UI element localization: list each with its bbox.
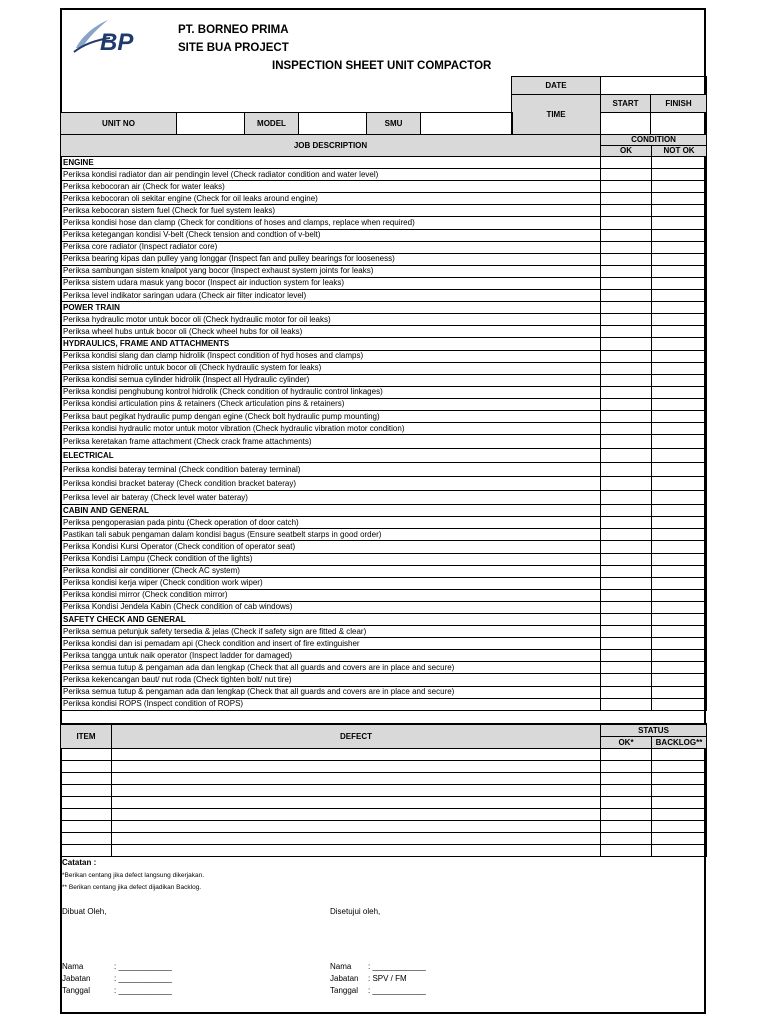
defect-row [61,845,707,857]
section-heading-row [61,338,707,350]
defect-row [61,785,707,797]
not-ok-cell[interactable] [652,529,707,541]
company-name: PT. BORNEO PRIMA [178,24,289,36]
ok-cell[interactable] [601,686,652,698]
ok-cell[interactable] [601,517,652,529]
not-ok-cell[interactable] [652,374,707,386]
checklist-row [61,491,707,505]
ok-cell[interactable] [601,638,652,650]
checklist-row [61,662,707,674]
not-ok-cell[interactable] [652,410,707,422]
job-description: Periksa sambungan sistem knalpot yang bocor (Inspect exhaust system joints for leaks) [61,265,601,277]
not-ok-cell[interactable] [652,290,707,302]
item-cell[interactable] [61,809,112,821]
ok-cell[interactable] [601,314,652,326]
status-ok-cell[interactable] [601,797,652,809]
not-ok-cell[interactable] [652,541,707,553]
status-ok-cell[interactable] [601,821,652,833]
not-ok-cell[interactable] [652,698,707,710]
smu-label: SMU [367,113,421,135]
job-description: Periksa sistem udara masuk yang bocor (Inspect air induction system for leaks) [61,277,601,289]
ok-cell[interactable] [601,674,652,686]
defect-cell[interactable] [112,773,601,785]
defect-cell[interactable] [112,797,601,809]
defect-row [61,821,707,833]
backlog-cell[interactable] [652,821,707,833]
backlog-cell[interactable] [652,773,707,785]
start-field[interactable] [601,113,651,135]
catatan-label: Catatan : [62,858,97,867]
time-label: TIME [512,95,601,135]
ok-cell[interactable] [601,277,652,289]
item-cell[interactable] [61,845,112,857]
ok-cell[interactable] [601,505,652,517]
job-description: Periksa kondisi dan isi pemadam api (Check condition and insert of fire extinguisher [61,638,601,650]
checklist-row [61,553,707,565]
not-ok-cell[interactable] [652,386,707,398]
not-ok-cell[interactable] [652,193,707,205]
job-description: Periksa semua tutup & pengaman ada dan lengkap (Check that all guards and covers are in place and secure) [61,662,601,674]
not-ok-cell[interactable] [652,686,707,698]
job-description: Periksa kondisi mirror (Check condition mirror) [61,589,601,601]
ok-cell[interactable] [601,626,652,638]
not-ok-cell[interactable] [652,205,707,217]
defect-cell[interactable] [112,761,601,773]
job-description: Periksa baut pegikat hydraulic pump dengan egine (Check bolt hydraulic pump mounting) [61,410,601,422]
job-description: Periksa Kondisi Lampu (Check condition of the lights) [61,553,601,565]
job-description: Periksa kondisi bracket bateray (Check condition bracket bateray) [61,477,601,491]
checklist-row [61,326,707,338]
checklist-row [61,517,707,529]
finish-field[interactable] [651,113,707,135]
checklist-row [61,626,707,638]
ok-cell[interactable] [601,205,652,217]
status-ok-header: OK* [601,737,652,749]
checklist-row [61,229,707,241]
checklist-row [61,565,707,577]
job-description: Periksa kondisi ROPS (Inspect condition of ROPS) [61,698,601,710]
ok-cell[interactable] [601,553,652,565]
job-description: Periksa sistem hidrolic untuk bocor oli (Check hydraulic system for leaks) [61,362,601,374]
checklist-row [61,241,707,253]
ok-cell[interactable] [601,491,652,505]
not-ok-cell[interactable] [652,449,707,463]
job-description: Periksa kondisi articulation pins & retainers (Check articulation pins & retainers) [61,398,601,410]
ok-cell[interactable] [601,265,652,277]
job-description: Periksa kondisi hose dan clamp (Check for conditions of hoses and clamps, replace when required) [61,217,601,229]
not-ok-cell[interactable] [652,423,707,435]
defect-row [61,833,707,845]
not-ok-cell[interactable] [652,614,707,626]
not-ok-cell[interactable] [652,674,707,686]
ok-cell[interactable] [601,157,652,169]
not-ok-cell[interactable] [652,277,707,289]
ok-cell[interactable] [601,181,652,193]
defect-row [61,773,707,785]
right-tanggal-value[interactable]: : ____________ [368,986,426,995]
defect-cell[interactable] [112,833,601,845]
ok-cell[interactable] [601,169,652,181]
defect-row [61,761,707,773]
job-description: Periksa kebocoran air (Check for water leaks) [61,181,601,193]
checklist-row [61,386,707,398]
section-heading-row [61,505,707,517]
ok-cell[interactable] [601,217,652,229]
unit-no-label: UNIT NO [61,113,177,135]
not-ok-cell[interactable] [652,157,707,169]
note-backlog: ** Berikan centang jika defect dijadikan Backlog. [62,884,202,891]
defect-cell[interactable] [112,749,601,761]
item-cell[interactable] [61,797,112,809]
defect-row [61,797,707,809]
defect-body [61,749,707,857]
not-ok-cell[interactable] [652,662,707,674]
unit-no-field[interactable] [177,113,245,135]
status-ok-cell[interactable] [601,773,652,785]
ok-cell[interactable] [601,374,652,386]
ok-cell[interactable] [601,410,652,422]
ok-cell[interactable] [601,423,652,435]
ok-cell[interactable] [601,350,652,362]
bp-logo [72,18,160,54]
checklist-row [61,674,707,686]
disetujui-oleh: Disetujui oleh, [330,907,381,916]
ok-cell[interactable] [601,541,652,553]
backlog-header: BACKLOG** [652,737,707,749]
not-ok-header: NOT OK [652,146,707,157]
job-description: Periksa Kondisi Jendela Kabin (Check condition of cab windows) [61,601,601,613]
section-heading-row [61,302,707,314]
not-ok-cell[interactable] [652,217,707,229]
item-cell[interactable] [61,785,112,797]
backlog-cell[interactable] [652,797,707,809]
checklist-row [61,290,707,302]
section-heading-row [61,157,707,169]
date-time-table [511,76,707,135]
ok-cell[interactable] [601,477,652,491]
not-ok-cell[interactable] [652,398,707,410]
model-label: MODEL [245,113,299,135]
status-ok-cell[interactable] [601,761,652,773]
ok-cell[interactable] [601,435,652,449]
section-heading-row [61,449,707,463]
not-ok-cell[interactable] [652,302,707,314]
left-jabatan-value[interactable]: : ____________ [114,974,172,983]
job-description: Periksa level air bateray (Check level water bateray) [61,491,601,505]
defect-row [61,749,707,761]
ok-cell[interactable] [601,193,652,205]
job-description: Periksa kondisi air conditioner (Check AC system) [61,565,601,577]
date-label: DATE [512,77,601,95]
not-ok-cell[interactable] [652,505,707,517]
not-ok-cell[interactable] [652,650,707,662]
not-ok-cell[interactable] [652,169,707,181]
checklist-row [61,601,707,613]
not-ok-cell[interactable] [652,253,707,265]
item-cell[interactable] [61,773,112,785]
ok-cell[interactable] [601,577,652,589]
section-heading: POWER TRAIN [61,302,601,314]
ok-cell[interactable] [601,241,652,253]
job-description: Periksa kondisi bateray terminal (Check condition bateray terminal) [61,463,601,477]
checklist-row [61,350,707,362]
note-ok: *Berikan centang jika defect langsung dikerjakan. [62,872,205,879]
not-ok-cell[interactable] [652,517,707,529]
defect-cell[interactable] [112,845,601,857]
status-ok-cell[interactable] [601,833,652,845]
dibuat-oleh: Dibuat Oleh, [62,907,107,916]
item-cell[interactable] [61,833,112,845]
job-description: Periksa kekencangan baut/ nut roda (Check tighten bolt/ nut tire) [61,674,601,686]
right-jabatan-label: Jabatan [330,974,359,983]
job-description: Periksa kebocoran sistem fuel (Check for fuel system leaks) [61,205,601,217]
ok-cell[interactable] [601,338,652,350]
logo-text: BP [100,29,134,54]
not-ok-cell[interactable] [652,362,707,374]
job-description-header: JOB DESCRIPTION [61,135,601,157]
not-ok-cell[interactable] [652,477,707,491]
model-field[interactable] [299,113,367,135]
checklist-row [61,577,707,589]
job-description: Periksa kondisi kerja wiper (Check condition work wiper) [61,577,601,589]
smu-field[interactable] [421,113,513,135]
job-description: Periksa semua tutup & pengaman ada dan lengkap (Check that all guards and covers are in place and secure) [61,686,601,698]
ok-cell[interactable] [601,614,652,626]
checklist-spacer-row [61,710,707,723]
checklist-row [61,181,707,193]
job-description: Periksa bearing kipas dan pulley yang longgar (Inspect fan and pulley bearings for looseness) [61,253,601,265]
section-heading: SAFETY CHECK AND GENERAL [61,614,601,626]
ok-cell[interactable] [601,662,652,674]
finish-label: FINISH [651,95,707,113]
checklist-row [61,410,707,422]
checklist-row [61,205,707,217]
item-cell[interactable] [61,761,112,773]
checklist-row [61,541,707,553]
backlog-cell[interactable] [652,761,707,773]
job-description: Periksa tangga untuk naik operator (Inspect ladder for damaged) [61,650,601,662]
checklist-row [61,686,707,698]
not-ok-cell[interactable] [652,435,707,449]
not-ok-cell[interactable] [652,553,707,565]
unit-info-table [60,112,513,135]
not-ok-cell[interactable] [652,350,707,362]
backlog-cell[interactable] [652,785,707,797]
ok-cell[interactable] [601,386,652,398]
section-heading: ELECTRICAL [61,449,601,463]
job-description: Periksa level indikator saringan udara (Check air filter indicator level) [61,290,601,302]
ok-header: OK [601,146,652,157]
job-description: Periksa kondisi radiator dan air pendingin level (Check radiator condition and water level) [61,169,601,181]
start-label: START [601,95,651,113]
checklist-row [61,362,707,374]
ok-cell[interactable] [601,229,652,241]
checklist-row [61,650,707,662]
job-description: Periksa wheel hubs untuk bocor oli (Check wheel hubs for oil leaks) [61,326,601,338]
date-field[interactable] [601,77,707,95]
job-description: Periksa Kondisi Kursi Operator (Check condition of operator seat) [61,541,601,553]
checklist-row [61,374,707,386]
left-nama-value[interactable]: : ____________ [114,962,172,971]
checklist-row [61,265,707,277]
checklist-row [61,638,707,650]
site-name: SITE BUA PROJECT [178,42,289,54]
not-ok-cell[interactable] [652,229,707,241]
job-description: Periksa kondisi penghubung kontrol hidrolik (Check condition of hydraulic control linkages) [61,386,601,398]
job-description: Periksa pengoperasian pada pintu (Check operation of door catch) [61,517,601,529]
job-description: Periksa hydraulic motor untuk bocor oli (Check hydraulic motor for oil leaks) [61,314,601,326]
status-ok-cell[interactable] [601,809,652,821]
checklist-row [61,477,707,491]
ok-cell[interactable] [601,398,652,410]
not-ok-cell[interactable] [652,601,707,613]
job-description: Periksa semua petunjuk safety tersedia & jelas (Check if safety sign are fitted & clear) [61,626,601,638]
right-jabatan-value: : SPV / FM [368,974,407,983]
ok-cell[interactable] [601,302,652,314]
defect-cell[interactable] [112,785,601,797]
section-heading: HYDRAULICS, FRAME AND ATTACHMENTS [61,338,601,350]
item-header: ITEM [61,725,112,749]
ok-cell[interactable] [601,449,652,463]
job-description: Periksa kondisi semua cylinder hidrolik (Inspect all Hydraulic cylinder) [61,374,601,386]
condition-header: CONDITION [601,135,707,146]
ok-cell[interactable] [601,529,652,541]
job-description: Periksa ketegangan kondisi V-belt (Check tension and condtion of v-belt) [61,229,601,241]
defect-row [61,809,707,821]
job-description: Periksa kondisi hydraulic motor untuk motor vibration (Check hydraulic vibration motor condition) [61,423,601,435]
section-heading-row [61,614,707,626]
checklist-row [61,529,707,541]
not-ok-cell[interactable] [652,626,707,638]
not-ok-cell[interactable] [652,463,707,477]
not-ok-cell[interactable] [652,326,707,338]
checklist-row [61,589,707,601]
not-ok-cell[interactable] [652,491,707,505]
checklist-row [61,169,707,181]
section-heading: CABIN AND GENERAL [61,505,601,517]
ok-cell[interactable] [601,290,652,302]
job-description: Periksa kebocoran oli sekitar engine (Check for oil leaks around engine) [61,193,601,205]
checklist-row [61,314,707,326]
status-header: STATUS [601,725,707,737]
not-ok-cell[interactable] [652,638,707,650]
ok-cell[interactable] [601,253,652,265]
ok-cell[interactable] [601,565,652,577]
ok-cell[interactable] [601,650,652,662]
job-description: Periksa kondisi slang dan clamp hidrolik (Inspect condition of hyd hoses and clamps) [61,350,601,362]
job-description: Periksa core radiator (Inspect radiator core) [61,241,601,253]
not-ok-cell[interactable] [652,181,707,193]
left-tanggal-value[interactable]: : ____________ [114,986,172,995]
ok-cell[interactable] [601,326,652,338]
backlog-cell[interactable] [652,809,707,821]
status-ok-cell[interactable] [601,845,652,857]
left-nama-label: Nama [62,962,84,971]
ok-cell[interactable] [601,601,652,613]
backlog-cell[interactable] [652,845,707,857]
left-jabatan-label: Jabatan [62,974,91,983]
not-ok-cell[interactable] [652,589,707,601]
job-description: Pastikan tali sabuk pengaman dalam kondisi bagus (Ensure seatbelt starps in good order) [61,529,601,541]
item-cell[interactable] [61,749,112,761]
sheet-title: INSPECTION SHEET UNIT COMPACTOR [272,60,492,72]
not-ok-cell[interactable] [652,338,707,350]
checklist-row [61,253,707,265]
defect-cell[interactable] [112,809,601,821]
checklist-body [61,157,707,711]
checklist-row [61,217,707,229]
checklist-row [61,277,707,289]
ok-cell[interactable] [601,698,652,710]
ok-cell[interactable] [601,463,652,477]
defect-cell[interactable] [112,821,601,833]
backlog-cell[interactable] [652,749,707,761]
status-ok-cell[interactable] [601,749,652,761]
not-ok-cell[interactable] [652,314,707,326]
defect-table [60,724,707,857]
job-description: Periksa keretakan frame attachment (Check crack frame attachments) [61,435,601,449]
checklist-row [61,398,707,410]
checklist-row [61,423,707,435]
checklist-table [60,134,707,724]
right-nama-value[interactable]: : ____________ [368,962,426,971]
checklist-row [61,193,707,205]
item-cell[interactable] [61,821,112,833]
checklist-row [61,435,707,449]
not-ok-cell[interactable] [652,565,707,577]
checklist-row [61,698,707,710]
right-nama-label: Nama [330,962,352,971]
right-tanggal-label: Tanggal [330,986,359,995]
left-tanggal-label: Tanggal [62,986,91,995]
not-ok-cell[interactable] [652,265,707,277]
backlog-cell[interactable] [652,833,707,845]
checklist-row [61,463,707,477]
section-heading: ENGINE [61,157,601,169]
not-ok-cell[interactable] [652,577,707,589]
status-ok-cell[interactable] [601,785,652,797]
ok-cell[interactable] [601,362,652,374]
not-ok-cell[interactable] [652,241,707,253]
defect-header: DEFECT [112,725,601,749]
ok-cell[interactable] [601,589,652,601]
